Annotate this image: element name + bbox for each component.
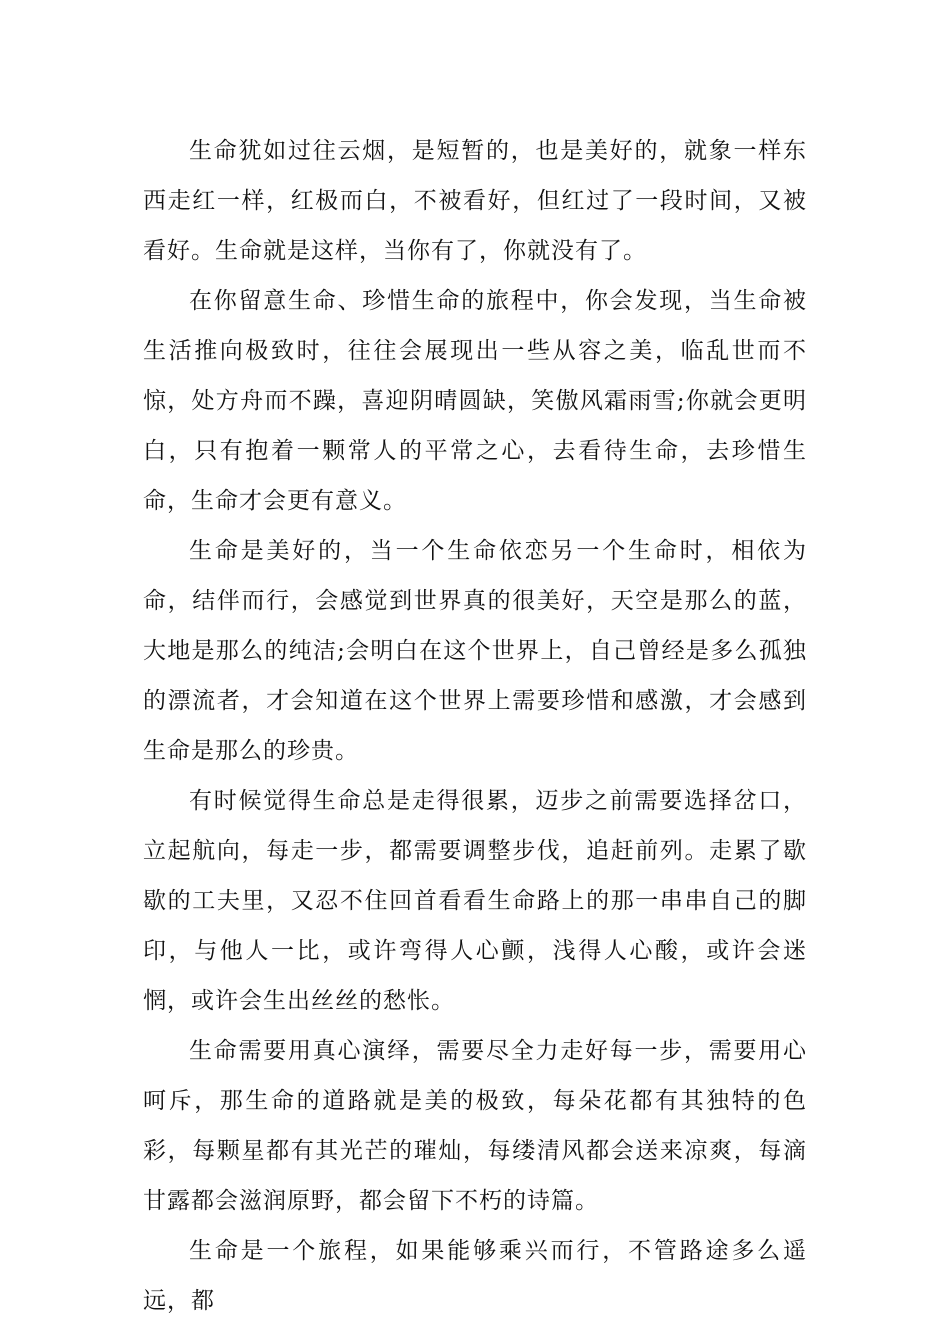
paragraph-4: 有时候觉得生命总是走得很累，迈步之前需要选择岔口，立起航向，每走一步，都需要调整步伐，追赶前列。走累了歇歇的工夫里，又忍不住回首看看生命路上的那一串串自己的脚印，与他人一比，或许弯得人心颤，浅得人心酸，或许会迷惘，或许会生出丝丝的愁怅。 — [143, 788, 807, 1014]
paragraph-1: 生命犹如过往云烟，是短暂的，也是美好的，就象一样东西走红一样，红极而白，不被看好，但红过了一段时间，又被看好。生命就是这样，当你有了，你就没有了。 — [143, 138, 807, 264]
paragraph-5: 生命需要用真心演绎，需要尽全力走好每一步，需要用心呵斥，那生命的道路就是美的极致，每朵花都有其独特的色彩，每颗星都有其光芒的璀灿，每缕清风都会送来凉爽，每滴甘露都会滋润原野，都会留下不朽的诗篇。 — [143, 1038, 807, 1214]
paragraph-2: 在你留意生命、珍惜生命的旅程中，你会发现，当生命被生活推向极致时，往往会展现出一些从容之美，临乱世而不惊，处方舟而不躁，喜迎阴晴圆缺，笑傲风霜雨雪;你就会更明白，只有抱着一颗常人的平常之心，去看待生命，去珍惜生命，生命才会更有意义。 — [143, 288, 807, 514]
document-body — [143, 126, 807, 1326]
paragraph-6: 生命是一个旅程，如果能够乘兴而行，不管路途多么遥远，都 — [143, 1238, 807, 1314]
paragraph-3: 生命是美好的，当一个生命依恋另一个生命时，相依为命，结伴而行，会感觉到世界真的很美好，天空是那么的蓝，大地是那么的纯洁;会明白在这个世界上，自己曾经是多么孤独的漂流者，才会知道在这个世界上需要珍惜和感激，才会感到生命是那么的珍贵。 — [143, 538, 807, 764]
